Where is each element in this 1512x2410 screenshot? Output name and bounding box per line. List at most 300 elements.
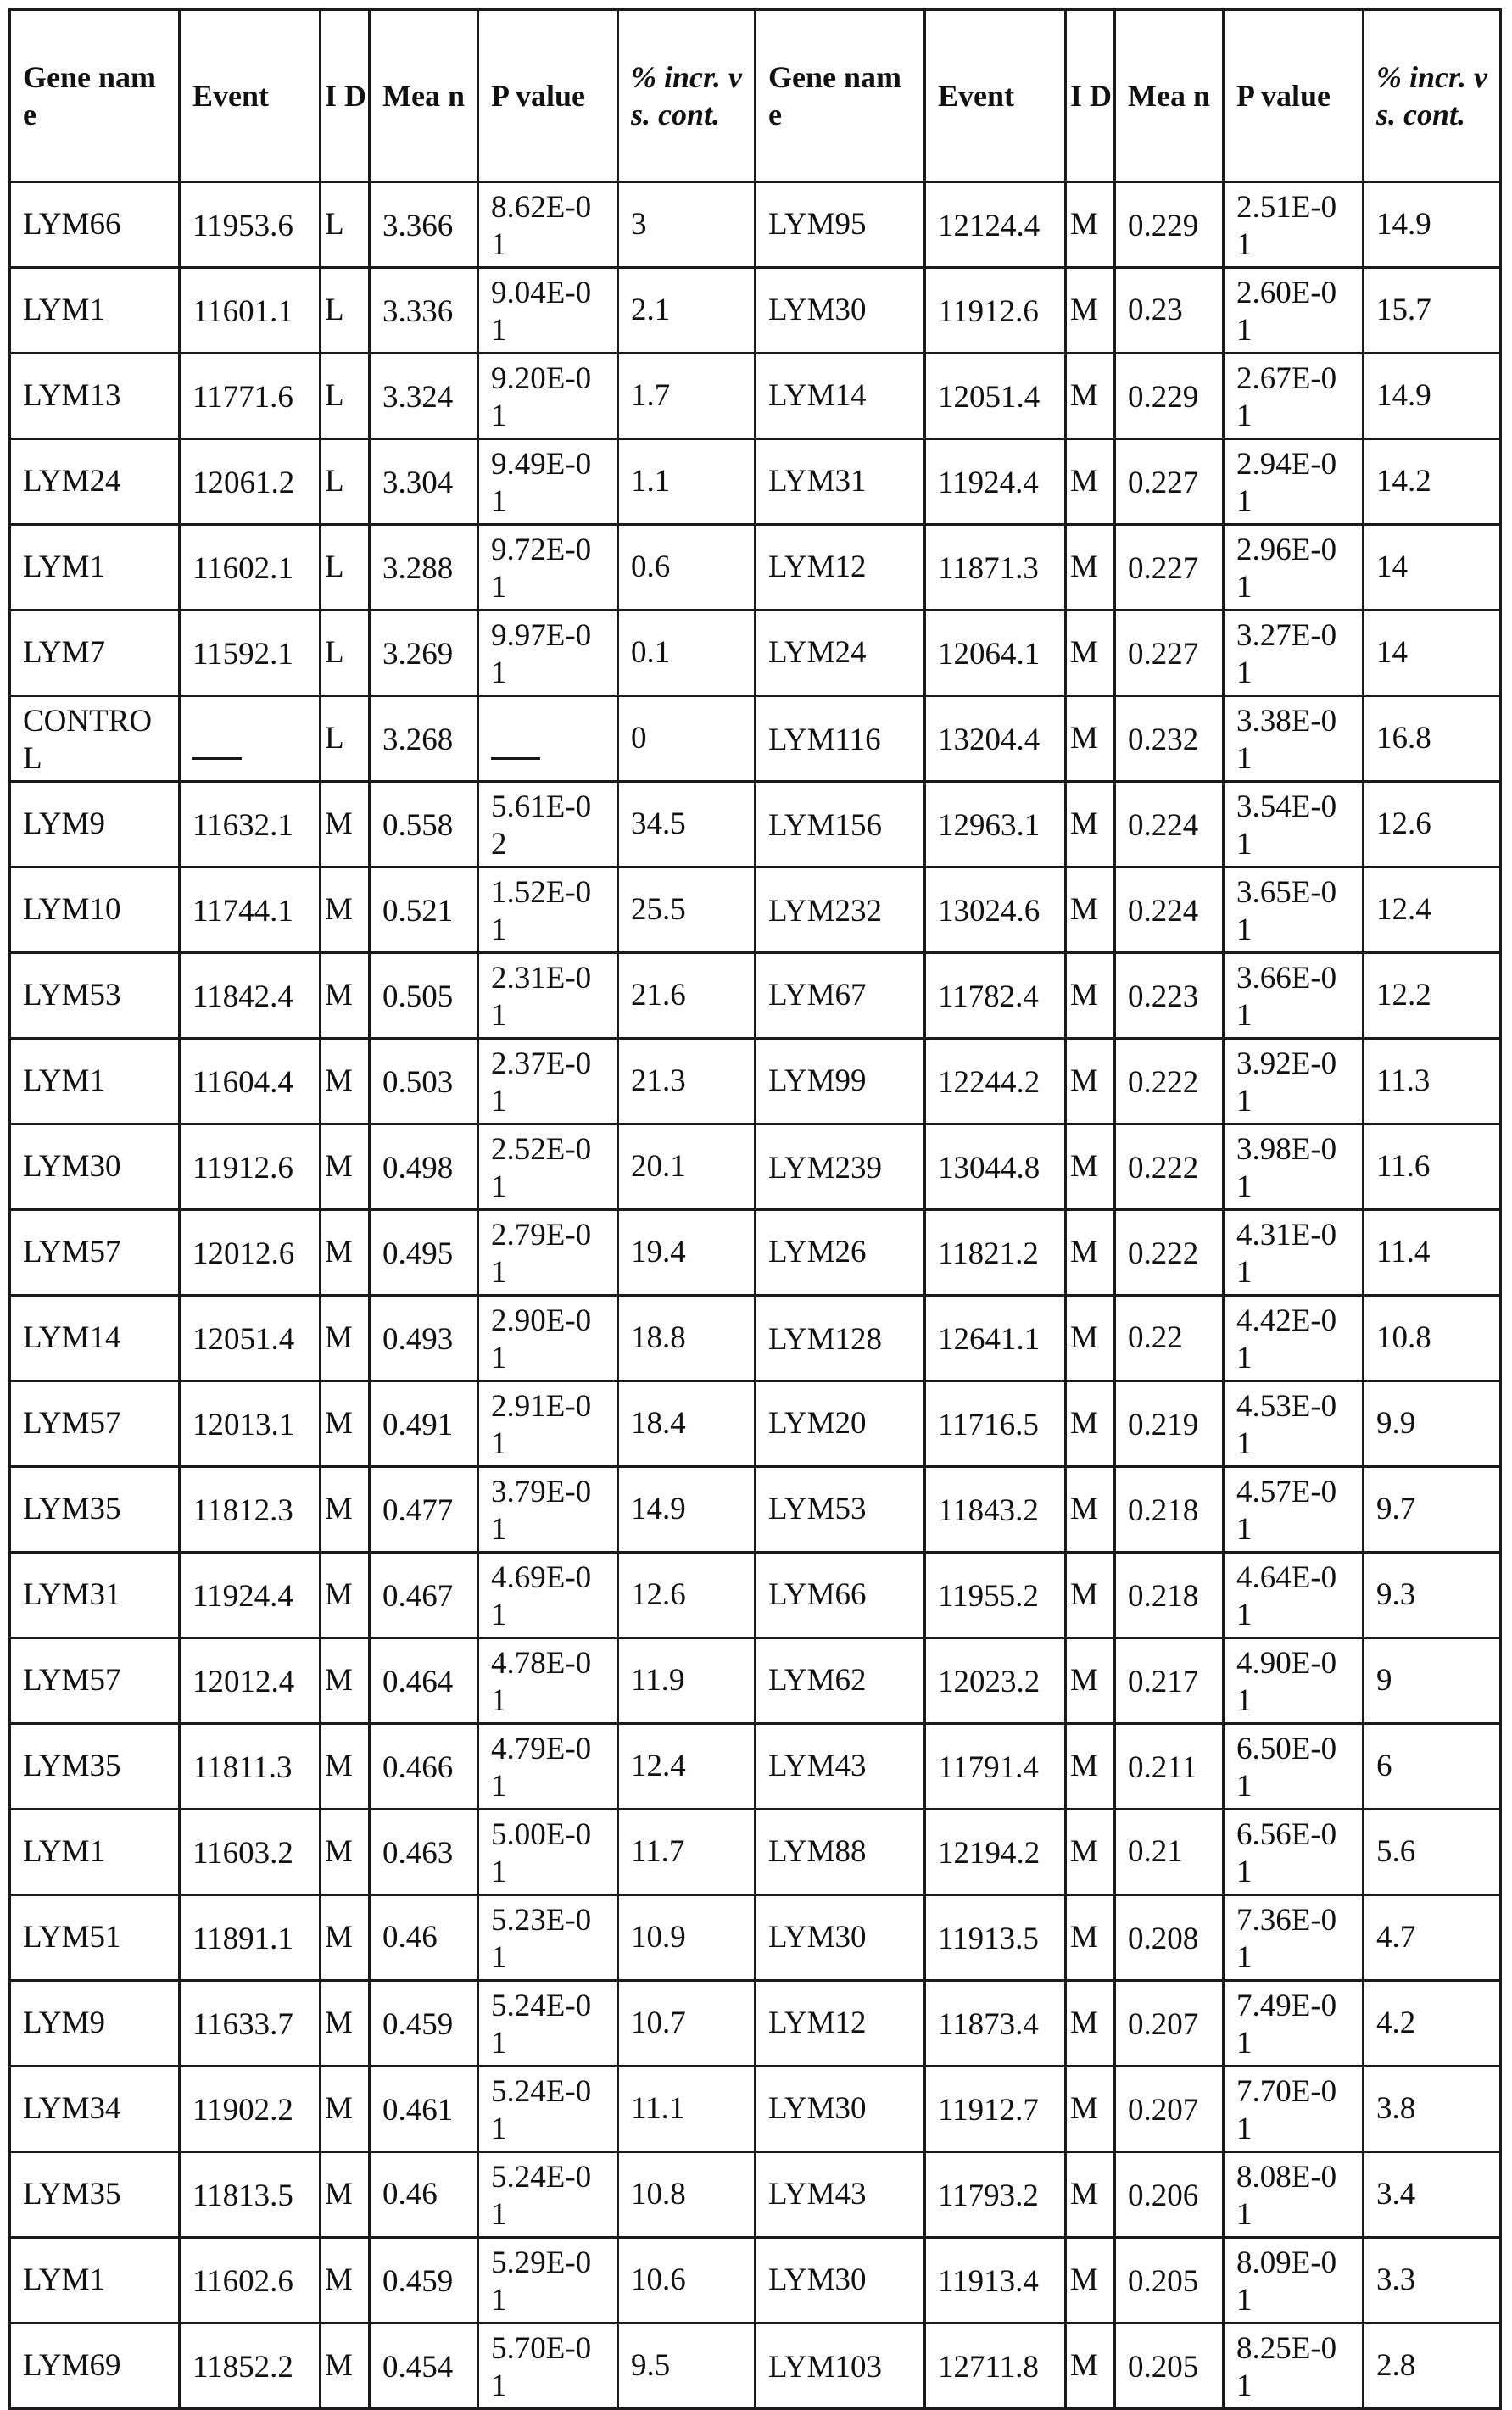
p-value-cell-left [478, 696, 618, 782]
id-cell-right: M [1066, 354, 1115, 439]
pct-increase-cell-right: 14 [1364, 611, 1501, 696]
gene-name-cell-right: LYM88 [756, 1810, 925, 1895]
mean-cell-left: 0.459 [370, 1981, 478, 2067]
id-cell-left: M [321, 1981, 370, 2067]
gene-name-cell-left: LYM66 [10, 182, 180, 268]
mean-cell-right: 0.224 [1115, 782, 1224, 867]
id-cell-right: M [1066, 439, 1115, 525]
gene-name-cell-left: LYM57 [10, 1638, 180, 1724]
event-cell-left: 12061.2 [180, 439, 321, 525]
mean-cell-right: 0.208 [1115, 1895, 1224, 1981]
pct-increase-cell-left: 10.6 [618, 2238, 756, 2324]
pct-increase-cell-right: 3.4 [1364, 2152, 1501, 2238]
header-mean-right: Mea n [1115, 10, 1224, 182]
mean-cell-left: 3.268 [370, 696, 478, 782]
event-cell-left: 11891.1 [180, 1895, 321, 1981]
pct-increase-cell-right: 3.8 [1364, 2067, 1501, 2152]
id-cell-left: L [321, 268, 370, 354]
mean-cell-right: 0.223 [1115, 953, 1224, 1039]
pct-increase-cell-left: 0.1 [618, 611, 756, 696]
pct-increase-cell-left: 20.1 [618, 1124, 756, 1210]
p-value-cell-right: 2.60E-01 [1224, 268, 1364, 354]
mean-cell-right: 0.205 [1115, 2324, 1224, 2409]
gene-name-cell-left: LYM1 [10, 2238, 180, 2324]
gene-name-cell-left: LYM51 [10, 1895, 180, 1981]
p-value-cell-right: 4.53E-01 [1224, 1381, 1364, 1467]
event-cell-left: 11912.6 [180, 1124, 321, 1210]
event-cell-right: 11782.4 [925, 953, 1066, 1039]
pct-increase-cell-left: 34.5 [618, 782, 756, 867]
id-cell-left: M [321, 1296, 370, 1381]
event-cell-right: 12244.2 [925, 1039, 1066, 1124]
event-cell-right: 11716.5 [925, 1381, 1066, 1467]
p-value-cell-right: 3.98E-01 [1224, 1124, 1364, 1210]
pct-increase-cell-left: 18.8 [618, 1296, 756, 1381]
mean-cell-left: 0.463 [370, 1810, 478, 1895]
mean-cell-left: 3.269 [370, 611, 478, 696]
gene-name-cell-right: LYM116 [756, 696, 925, 782]
table-row [10, 1895, 1501, 1981]
empty-dash [192, 757, 242, 760]
event-cell-left: 11602.6 [180, 2238, 321, 2324]
id-cell-left: L [321, 525, 370, 611]
header-mean-left: Mea n [370, 10, 478, 182]
id-cell-left: M [321, 1381, 370, 1467]
mean-cell-left: 0.495 [370, 1210, 478, 1296]
mean-cell-left: 0.467 [370, 1553, 478, 1638]
id-cell-left: M [321, 1553, 370, 1638]
gene-name-cell-left: LYM7 [10, 611, 180, 696]
gene-name-cell-right: LYM12 [756, 1981, 925, 2067]
pct-increase-cell-left: 21.6 [618, 953, 756, 1039]
table-row [10, 354, 1501, 439]
gene-name-cell-left: LYM57 [10, 1381, 180, 1467]
pct-increase-cell-right: 4.2 [1364, 1981, 1501, 2067]
event-cell-left: 11813.5 [180, 2152, 321, 2238]
p-value-cell-left: 9.97E-01 [478, 611, 618, 696]
id-cell-right: M [1066, 696, 1115, 782]
table-row [10, 1296, 1501, 1381]
id-cell-left: M [321, 867, 370, 953]
pct-increase-cell-left: 0.6 [618, 525, 756, 611]
p-value-cell-left: 5.24E-01 [478, 1981, 618, 2067]
id-cell-left: L [321, 439, 370, 525]
table-row [10, 1124, 1501, 1210]
mean-cell-right: 0.207 [1115, 2067, 1224, 2152]
pct-increase-cell-right: 9.7 [1364, 1467, 1501, 1553]
pct-increase-cell-right: 12.6 [1364, 782, 1501, 867]
pct-increase-cell-right: 9.9 [1364, 1381, 1501, 1467]
event-cell-right: 11912.7 [925, 2067, 1066, 2152]
id-cell-right: M [1066, 953, 1115, 1039]
mean-cell-left: 0.464 [370, 1638, 478, 1724]
id-cell-right: M [1066, 2067, 1115, 2152]
table-row [10, 782, 1501, 867]
pct-increase-cell-left: 21.3 [618, 1039, 756, 1124]
mean-cell-right: 0.219 [1115, 1381, 1224, 1467]
mean-cell-right: 0.232 [1115, 696, 1224, 782]
event-cell-left: 12051.4 [180, 1296, 321, 1381]
gene-name-cell-left: LYM9 [10, 782, 180, 867]
event-cell-left: 11953.6 [180, 182, 321, 268]
pct-increase-cell-left: 1.1 [618, 439, 756, 525]
mean-cell-right: 0.206 [1115, 2152, 1224, 2238]
id-cell-right: M [1066, 867, 1115, 953]
gene-name-cell-left: LYM1 [10, 1039, 180, 1124]
event-cell-right: 13024.6 [925, 867, 1066, 953]
gene-name-cell-right: LYM66 [756, 1553, 925, 1638]
mean-cell-right: 0.227 [1115, 439, 1224, 525]
p-value-cell-right: 2.94E-01 [1224, 439, 1364, 525]
p-value-cell-left: 2.31E-01 [478, 953, 618, 1039]
event-cell-left: 11633.7 [180, 1981, 321, 2067]
event-cell-left: 11842.4 [180, 953, 321, 1039]
gene-name-cell-left: LYM13 [10, 354, 180, 439]
p-value-cell-right: 4.57E-01 [1224, 1467, 1364, 1553]
document-page [8, 8, 1499, 2410]
p-value-cell-left: 2.79E-01 [478, 1210, 618, 1296]
gene-name-cell-right: LYM67 [756, 953, 925, 1039]
p-value-cell-right: 3.66E-01 [1224, 953, 1364, 1039]
pct-increase-cell-left: 12.6 [618, 1553, 756, 1638]
pct-increase-cell-left: 11.9 [618, 1638, 756, 1724]
pct-increase-cell-right: 9.3 [1364, 1553, 1501, 1638]
id-cell-left: L [321, 182, 370, 268]
event-cell-right: 12023.2 [925, 1638, 1066, 1724]
event-cell-left: 11602.1 [180, 525, 321, 611]
event-cell-left: 12012.6 [180, 1210, 321, 1296]
gene-name-cell-right: LYM30 [756, 2067, 925, 2152]
id-cell-right: M [1066, 525, 1115, 611]
gene-name-cell-right: LYM26 [756, 1210, 925, 1296]
gene-name-cell-left: LYM31 [10, 1553, 180, 1638]
gene-name-cell-right: LYM43 [756, 2152, 925, 2238]
gene-name-cell-left: LYM34 [10, 2067, 180, 2152]
pct-increase-cell-right: 14 [1364, 525, 1501, 611]
pct-increase-cell-left: 3 [618, 182, 756, 268]
header-event-left: Event [180, 10, 321, 182]
pct-increase-cell-left: 10.8 [618, 2152, 756, 2238]
id-cell-right: M [1066, 1296, 1115, 1381]
event-cell-left: 11603.2 [180, 1810, 321, 1895]
id-cell-right: M [1066, 611, 1115, 696]
mean-cell-left: 0.498 [370, 1124, 478, 1210]
p-value-cell-left: 4.79E-01 [478, 1724, 618, 1810]
event-cell-left: 11601.1 [180, 268, 321, 354]
gene-name-cell-left: LYM30 [10, 1124, 180, 1210]
event-cell-left: 11604.4 [180, 1039, 321, 1124]
id-cell-right: M [1066, 1381, 1115, 1467]
event-cell-right: 13204.4 [925, 696, 1066, 782]
mean-cell-right: 0.21 [1115, 1810, 1224, 1895]
event-cell-left: 12013.1 [180, 1381, 321, 1467]
p-value-cell-right: 7.49E-01 [1224, 1981, 1364, 2067]
id-cell-right: M [1066, 1553, 1115, 1638]
id-cell-left: M [321, 1124, 370, 1210]
id-cell-right: M [1066, 1724, 1115, 1810]
p-value-cell-left: 9.72E-01 [478, 525, 618, 611]
mean-cell-left: 0.505 [370, 953, 478, 1039]
id-cell-right: M [1066, 1124, 1115, 1210]
id-cell-left: M [321, 2238, 370, 2324]
table-row [10, 1724, 1501, 1810]
table-row [10, 2324, 1501, 2409]
gene-name-cell-right: LYM103 [756, 2324, 925, 2409]
table-row [10, 439, 1501, 525]
gene-name-cell-right: LYM99 [756, 1039, 925, 1124]
pct-increase-cell-left: 12.4 [618, 1724, 756, 1810]
pct-increase-cell-right: 11.3 [1364, 1039, 1501, 1124]
header-gene-name-left: Gene name [10, 10, 180, 182]
id-cell-left: M [321, 1039, 370, 1124]
id-cell-left: M [321, 1638, 370, 1724]
mean-cell-right: 0.227 [1115, 611, 1224, 696]
mean-cell-left: 3.288 [370, 525, 478, 611]
event-cell-right: 11955.2 [925, 1553, 1066, 1638]
mean-cell-left: 0.558 [370, 782, 478, 867]
gene-name-cell-left: LYM9 [10, 1981, 180, 2067]
id-cell-right: M [1066, 1638, 1115, 1724]
id-cell-left: M [321, 953, 370, 1039]
event-cell-left: 11924.4 [180, 1553, 321, 1638]
event-cell-right: 11821.2 [925, 1210, 1066, 1296]
gene-name-cell-left: LYM35 [10, 1724, 180, 1810]
event-cell-right: 12963.1 [925, 782, 1066, 867]
pct-increase-cell-left: 1.7 [618, 354, 756, 439]
table-row [10, 2152, 1501, 2238]
gene-name-cell-left: LYM1 [10, 1810, 180, 1895]
pct-increase-cell-right: 10.8 [1364, 1296, 1501, 1381]
gene-name-cell-left: LYM57 [10, 1210, 180, 1296]
event-cell-right: 11873.4 [925, 1981, 1066, 2067]
pct-increase-cell-right: 16.8 [1364, 696, 1501, 782]
event-cell-right: 13044.8 [925, 1124, 1066, 1210]
gene-name-cell-right: LYM30 [756, 1895, 925, 1981]
empty-dash [491, 757, 540, 760]
event-cell-right: 11791.4 [925, 1724, 1066, 1810]
mean-cell-left: 0.454 [370, 2324, 478, 2409]
p-value-cell-left: 3.79E-01 [478, 1467, 618, 1553]
gene-name-cell-left: LYM35 [10, 1467, 180, 1553]
mean-cell-left: 0.491 [370, 1381, 478, 1467]
gene-name-cell-right: LYM31 [756, 439, 925, 525]
mean-cell-left: 3.366 [370, 182, 478, 268]
pct-increase-cell-left: 0 [618, 696, 756, 782]
table-row [10, 525, 1501, 611]
mean-cell-right: 0.222 [1115, 1210, 1224, 1296]
pct-increase-cell-left: 14.9 [618, 1467, 756, 1553]
gene-name-cell-right: LYM24 [756, 611, 925, 696]
mean-cell-left: 0.493 [370, 1296, 478, 1381]
event-cell-left: 11811.3 [180, 1724, 321, 1810]
mean-cell-right: 0.224 [1115, 867, 1224, 953]
p-value-cell-right: 7.70E-01 [1224, 2067, 1364, 2152]
event-cell-right: 12711.8 [925, 2324, 1066, 2409]
table-body [10, 182, 1501, 2409]
mean-cell-right: 0.218 [1115, 1467, 1224, 1553]
p-value-cell-right: 3.65E-01 [1224, 867, 1364, 953]
pct-increase-cell-left: 11.1 [618, 2067, 756, 2152]
p-value-cell-right: 4.90E-01 [1224, 1638, 1364, 1724]
pct-increase-cell-left: 2.1 [618, 268, 756, 354]
pct-increase-cell-left: 18.4 [618, 1381, 756, 1467]
pct-increase-cell-right: 6 [1364, 1724, 1501, 1810]
pct-increase-cell-right: 12.4 [1364, 867, 1501, 953]
mean-cell-right: 0.205 [1115, 2238, 1224, 2324]
event-cell-left: 11852.2 [180, 2324, 321, 2409]
gene-name-cell-left: LYM10 [10, 867, 180, 953]
gene-name-cell-left: LYM1 [10, 525, 180, 611]
mean-cell-right: 0.207 [1115, 1981, 1224, 2067]
mean-cell-left: 0.503 [370, 1039, 478, 1124]
p-value-cell-left: 4.78E-01 [478, 1638, 618, 1724]
event-cell-right: 11924.4 [925, 439, 1066, 525]
p-value-cell-right: 3.92E-01 [1224, 1039, 1364, 1124]
mean-cell-right: 0.22 [1115, 1296, 1224, 1381]
pct-increase-cell-left: 10.7 [618, 1981, 756, 2067]
p-value-cell-left: 2.37E-01 [478, 1039, 618, 1124]
header-p-value-left: P value [478, 10, 618, 182]
table-row [10, 1553, 1501, 1638]
table-row [10, 2067, 1501, 2152]
p-value-cell-right: 2.51E-01 [1224, 182, 1364, 268]
event-cell-right: 11913.4 [925, 2238, 1066, 2324]
event-cell-right: 11912.6 [925, 268, 1066, 354]
gene-name-cell-left: LYM53 [10, 953, 180, 1039]
mean-cell-left: 3.304 [370, 439, 478, 525]
id-cell-left: M [321, 1467, 370, 1553]
mean-cell-left: 0.466 [370, 1724, 478, 1810]
gene-name-cell-right: LYM30 [756, 268, 925, 354]
id-cell-right: M [1066, 2324, 1115, 2409]
p-value-cell-left: 2.52E-01 [478, 1124, 618, 1210]
header-id-right: I D [1066, 10, 1115, 182]
p-value-cell-right: 2.67E-01 [1224, 354, 1364, 439]
gene-name-cell-left: LYM14 [10, 1296, 180, 1381]
gene-name-cell-right: LYM239 [756, 1124, 925, 1210]
p-value-cell-left: 2.91E-01 [478, 1381, 618, 1467]
mean-cell-left: 0.46 [370, 1895, 478, 1981]
id-cell-left: M [321, 2324, 370, 2409]
event-cell-right: 11913.5 [925, 1895, 1066, 1981]
id-cell-right: M [1066, 2238, 1115, 2324]
p-value-cell-left: 9.20E-01 [478, 354, 618, 439]
event-cell-right: 12194.2 [925, 1810, 1066, 1895]
pct-increase-cell-right: 9 [1364, 1638, 1501, 1724]
mean-cell-right: 0.222 [1115, 1039, 1224, 1124]
mean-cell-left: 0.46 [370, 2152, 478, 2238]
gene-name-cell-right: LYM14 [756, 354, 925, 439]
id-cell-right: M [1066, 1039, 1115, 1124]
mean-cell-right: 0.229 [1115, 354, 1224, 439]
event-cell-left: 11812.3 [180, 1467, 321, 1553]
gene-name-cell-right: LYM95 [756, 182, 925, 268]
p-value-cell-right: 6.50E-01 [1224, 1724, 1364, 1810]
id-cell-left: M [321, 782, 370, 867]
mean-cell-right: 0.227 [1115, 525, 1224, 611]
p-value-cell-left: 9.04E-01 [478, 268, 618, 354]
p-value-cell-right: 3.38E-01 [1224, 696, 1364, 782]
gene-name-cell-right: LYM128 [756, 1296, 925, 1381]
id-cell-left: M [321, 1895, 370, 1981]
gene-name-cell-right: LYM62 [756, 1638, 925, 1724]
header-id-left: I D [321, 10, 370, 182]
gene-name-cell-right: LYM43 [756, 1724, 925, 1810]
id-cell-right: M [1066, 1810, 1115, 1895]
pct-increase-cell-left: 10.9 [618, 1895, 756, 1981]
pct-increase-cell-right: 11.4 [1364, 1210, 1501, 1296]
header-pct-increase-right: % incr. vs. cont. [1364, 10, 1501, 182]
gene-name-cell-right: LYM156 [756, 782, 925, 867]
id-cell-left: M [321, 1724, 370, 1810]
table-row [10, 953, 1501, 1039]
p-value-cell-left: 8.62E-01 [478, 182, 618, 268]
gene-name-cell-right: LYM20 [756, 1381, 925, 1467]
table-row [10, 1638, 1501, 1724]
pct-increase-cell-left: 11.7 [618, 1810, 756, 1895]
table-row [10, 1467, 1501, 1553]
pct-increase-cell-right: 12.2 [1364, 953, 1501, 1039]
id-cell-left: M [321, 1210, 370, 1296]
table-row [10, 1981, 1501, 2067]
p-value-cell-left: 5.70E-01 [478, 2324, 618, 2409]
id-cell-right: M [1066, 268, 1115, 354]
event-cell-right: 12051.4 [925, 354, 1066, 439]
mean-cell-right: 0.218 [1115, 1553, 1224, 1638]
mean-cell-left: 0.459 [370, 2238, 478, 2324]
id-cell-left: M [321, 2067, 370, 2152]
gene-name-cell-left: LYM24 [10, 439, 180, 525]
pct-increase-cell-left: 25.5 [618, 867, 756, 953]
p-value-cell-left: 2.90E-01 [478, 1296, 618, 1381]
gene-name-cell-left: LYM1 [10, 268, 180, 354]
header-p-value-right: P value [1224, 10, 1364, 182]
header-gene-name-right: Gene name [756, 10, 925, 182]
p-value-cell-right: 8.09E-01 [1224, 2238, 1364, 2324]
table-row [10, 2238, 1501, 2324]
pct-increase-cell-right: 2.8 [1364, 2324, 1501, 2409]
event-cell-right: 11871.3 [925, 525, 1066, 611]
pct-increase-cell-right: 14.9 [1364, 182, 1501, 268]
p-value-cell-left: 4.69E-01 [478, 1553, 618, 1638]
mean-cell-right: 0.217 [1115, 1638, 1224, 1724]
p-value-cell-right: 4.42E-01 [1224, 1296, 1364, 1381]
event-cell-left [180, 696, 321, 782]
table-row [10, 182, 1501, 268]
gene-name-cell-right: LYM12 [756, 525, 925, 611]
p-value-cell-left: 1.52E-01 [478, 867, 618, 953]
event-cell-left: 11632.1 [180, 782, 321, 867]
table-row [10, 611, 1501, 696]
pct-increase-cell-left: 19.4 [618, 1210, 756, 1296]
header-event-right: Event [925, 10, 1066, 182]
id-cell-right: M [1066, 1895, 1115, 1981]
table-row [10, 696, 1501, 782]
p-value-cell-left: 5.00E-01 [478, 1810, 618, 1895]
mean-cell-left: 0.477 [370, 1467, 478, 1553]
p-value-cell-left: 9.49E-01 [478, 439, 618, 525]
mean-cell-right: 0.229 [1115, 182, 1224, 268]
p-value-cell-right: 6.56E-01 [1224, 1810, 1364, 1895]
mean-cell-left: 0.461 [370, 2067, 478, 2152]
event-cell-left: 11592.1 [180, 611, 321, 696]
event-cell-right: 12124.4 [925, 182, 1066, 268]
pct-increase-cell-right: 14.2 [1364, 439, 1501, 525]
id-cell-right: M [1066, 1210, 1115, 1296]
event-cell-left: 11902.2 [180, 2067, 321, 2152]
table-row [10, 1039, 1501, 1124]
pct-increase-cell-right: 15.7 [1364, 268, 1501, 354]
